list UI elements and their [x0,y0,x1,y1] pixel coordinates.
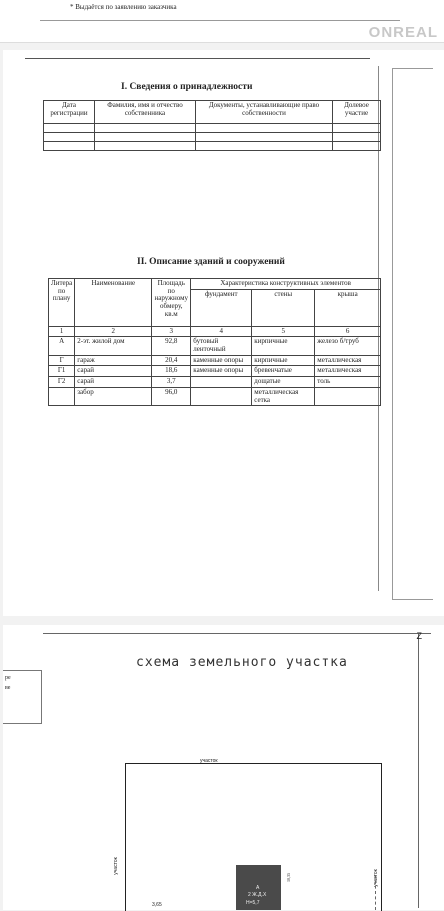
column-number: 2 [75,326,152,337]
header-cell: крыша [315,289,381,326]
cell-foundation: каменные опоры [191,366,252,377]
cell-roof [315,387,381,405]
divider [418,633,419,908]
stamp-text: ве [5,685,11,691]
table-row [49,366,381,377]
divider [40,20,400,21]
cell-name: 2-эт. жилой дом [75,337,152,355]
section2-title: II. Описание зданий и сооружений [137,257,285,267]
cell-name: сарай [75,377,152,388]
cell-roof: металлическая [315,355,381,366]
cell-area: 96,0 [152,387,191,405]
scheme-page [3,625,444,910]
corner-mark: Z [416,631,422,641]
header-cell: Дата регистрации [44,101,95,124]
column-number: 4 [191,326,252,337]
cell-roof: металлическая [315,366,381,377]
building-sub: 2 Ж.Д.Х [248,892,267,898]
document-page [3,50,444,616]
cell-foundation: каменные опоры [191,355,252,366]
cell-walls: кирпичные [252,337,315,355]
cell-area: 18,6 [152,366,191,377]
column-number: 1 [49,326,75,337]
header-cell: Площадь по наружному обмеру, кв.м [152,279,191,327]
table-row [49,377,381,388]
table-row [49,355,381,366]
cell-foundation [191,377,252,388]
cell-area: 20,4 [152,355,191,366]
section1-title: I. Сведения о принадлежности [121,82,253,92]
ownership-table [43,100,381,151]
cell-name: сарай [75,366,152,377]
plot-side-label: участок [372,869,379,887]
cell-liter: Г1 [49,366,75,377]
margin-frame [392,68,433,600]
header-cell: Характеристика конструктивных элементов [191,279,381,290]
cell-foundation [191,387,252,405]
building-label: А [256,885,260,891]
building-side-dimension: 10,35 [286,873,291,882]
divider [25,58,370,59]
cell-name: гараж [75,355,152,366]
cell-area: 3,7 [152,377,191,388]
cell-roof: толь [315,377,381,388]
header-cell: Литера по плану [49,279,75,327]
cell-walls: металлическая сетка [252,387,315,405]
header-cell: Наименование [75,279,152,327]
watermark-logo: ONREAL [368,24,438,41]
column-number: 6 [315,326,381,337]
cell-walls: дощатые [252,377,315,388]
cell-liter: А [49,337,75,355]
house-footprint [236,865,281,910]
building-height: Н=5,7 [246,900,260,906]
cell-liter [49,387,75,405]
stamp-text: ре [5,675,11,681]
cell-liter: Г [49,355,75,366]
margin-stamp [3,670,42,724]
cell-name: забор [75,387,152,405]
header-cell: Долевое участие [333,101,381,124]
table-row [49,337,381,355]
buildings-table [48,278,381,406]
column-number: 3 [152,326,191,337]
column-number: 5 [252,326,315,337]
cell-roof: железо б/труб [315,337,381,355]
cell-area: 92,8 [152,337,191,355]
footnote: * Выдаётся по заявлению заказчика [70,3,177,11]
header-cell: фундамент [191,289,252,326]
header-cell: Фамилия, имя и отчество собственника [95,101,196,124]
dimension-label: 3,65 [152,902,162,908]
plot-side-label: участок [112,857,119,875]
cell-foundation: бутовый ленточный [191,337,252,355]
divider [43,633,431,634]
header-cell: стены [252,289,315,326]
plot-side-label: участок [200,758,218,764]
boundary-dashed-line [375,875,384,910]
header-cell: Документы, устанавливающие право собственности [196,101,333,124]
scheme-title: схема земельного участка [136,655,348,670]
cell-walls: кирпичные [252,355,315,366]
cell-liter: Г2 [49,377,75,388]
table-row [49,387,381,405]
cell-walls: бревенчатые [252,366,315,377]
